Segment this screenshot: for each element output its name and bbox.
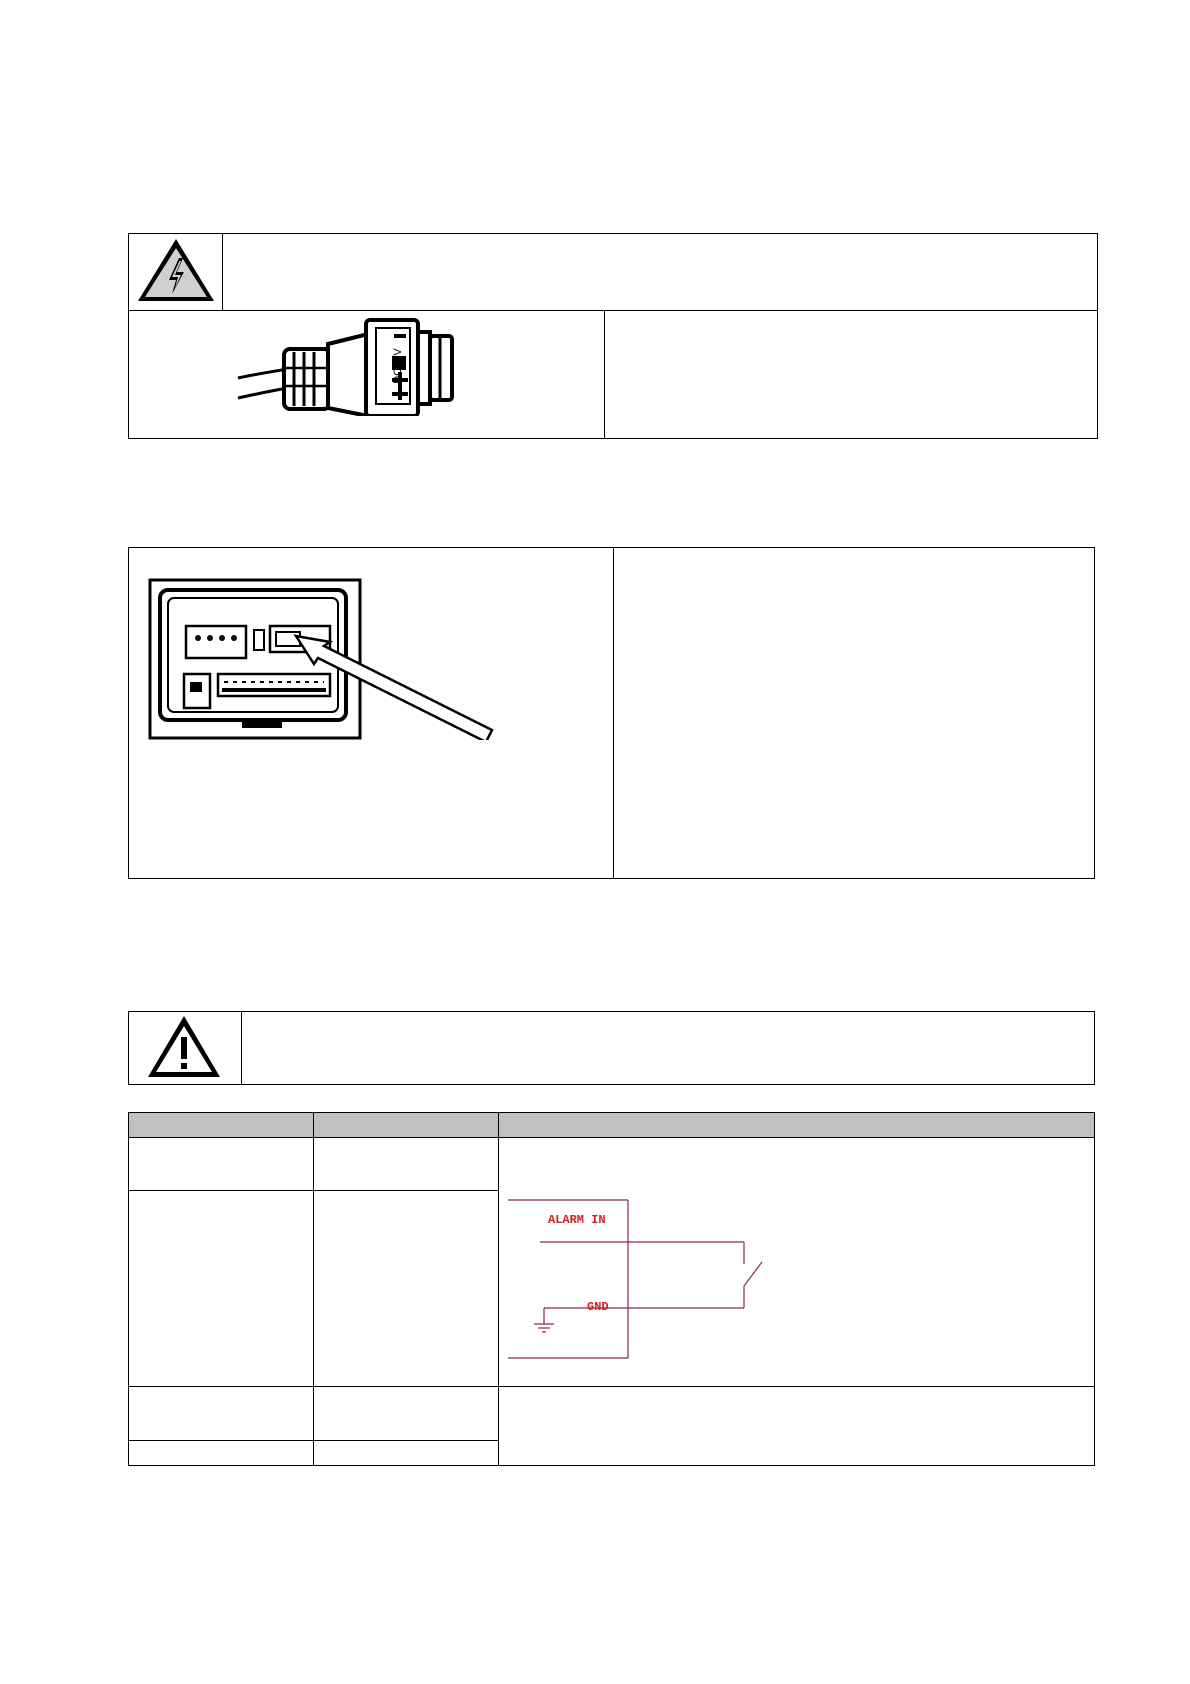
table-divider xyxy=(498,1112,499,1466)
table-divider xyxy=(128,1190,498,1191)
alarm-caution-table xyxy=(128,1011,1095,1085)
caution-exclamation-icon xyxy=(146,1013,222,1081)
connector-label: DC12V xyxy=(392,348,404,384)
table-divider xyxy=(128,310,1098,311)
table-header-row xyxy=(129,1113,1094,1137)
dc-power-connector-icon xyxy=(236,316,496,416)
table-divider xyxy=(128,1137,1095,1138)
alarm-wiring-diagram xyxy=(506,1196,776,1362)
table-divider xyxy=(222,233,223,310)
table-divider xyxy=(128,1440,498,1441)
gnd-label: GND xyxy=(587,1300,609,1314)
table-divider xyxy=(128,1386,1095,1387)
alarm-in-label: ALARM IN xyxy=(548,1213,606,1227)
table-divider xyxy=(241,1011,242,1085)
table-divider xyxy=(313,1112,314,1466)
camera-connector-panel-icon xyxy=(148,578,498,740)
table-divider xyxy=(613,547,614,879)
table-divider xyxy=(604,310,605,439)
electrical-hazard-icon xyxy=(136,236,216,304)
